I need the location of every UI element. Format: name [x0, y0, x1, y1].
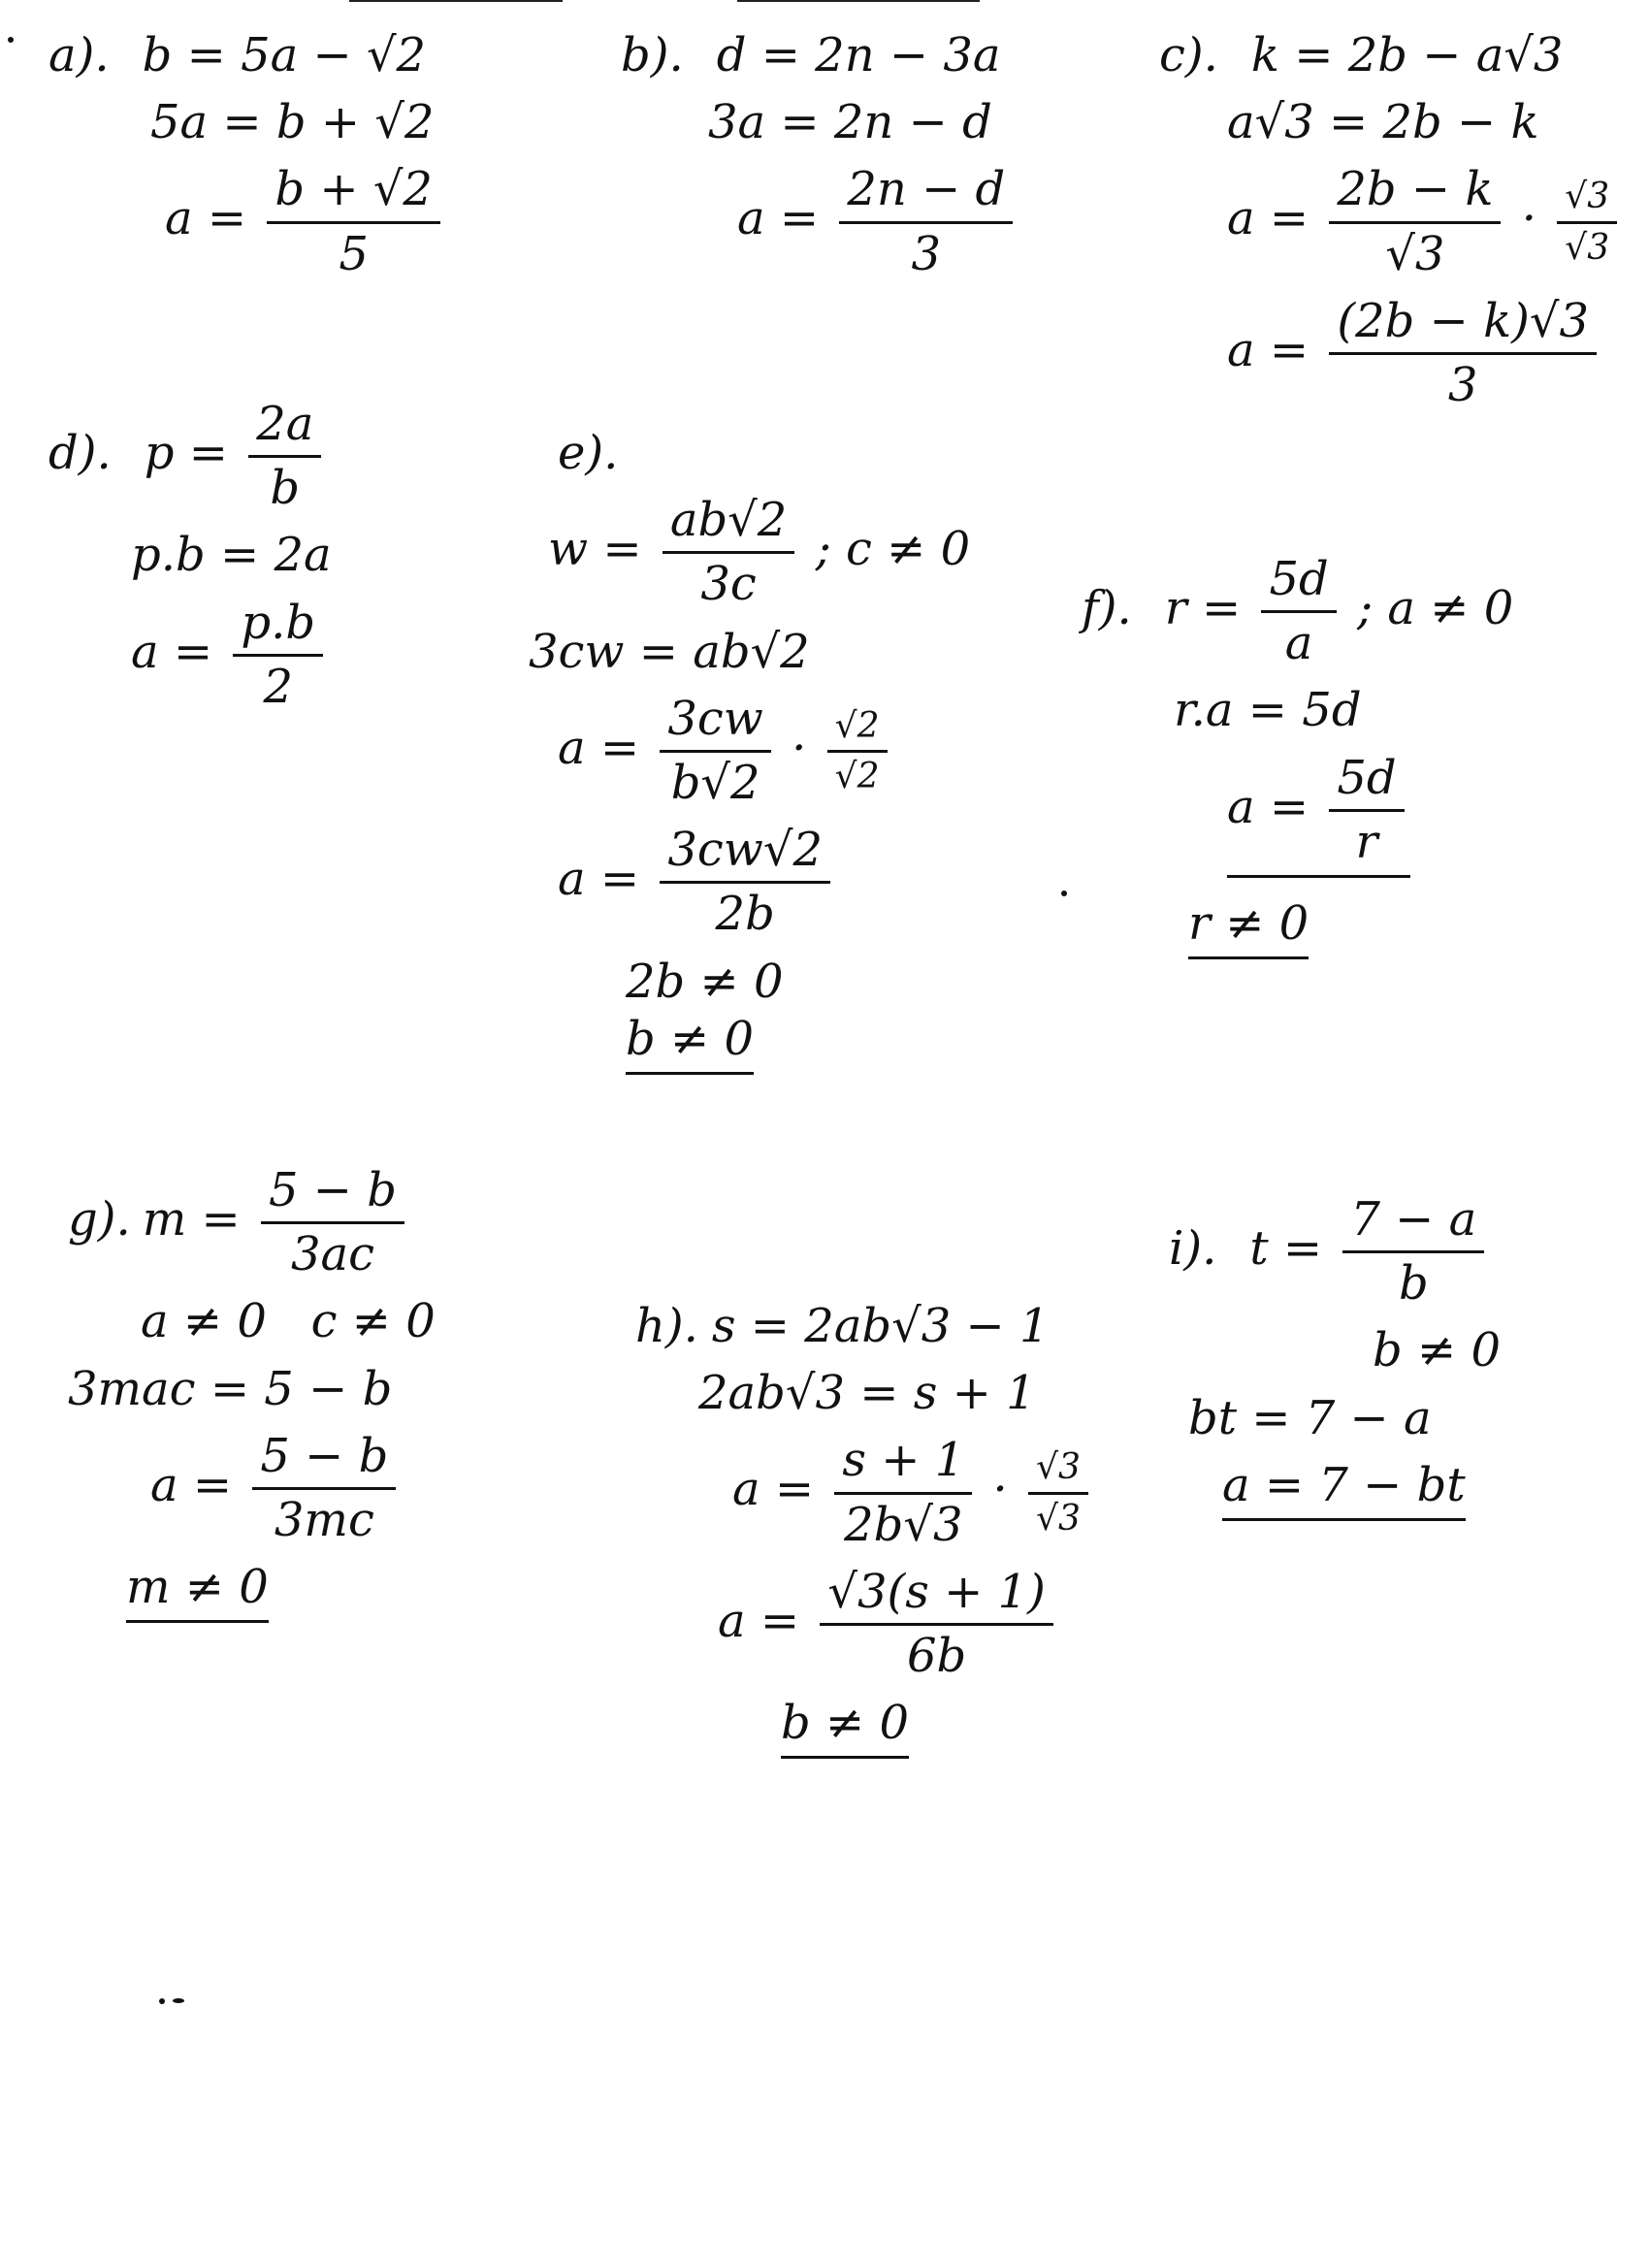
- problem-a-eq3-denominator: 5: [339, 226, 369, 281]
- problem-i-eq1-numerator: 7 − a: [1342, 1193, 1484, 1253]
- problem-e-label: e).: [558, 426, 619, 480]
- problem-h-eq3-rationalizer: [1028, 1447, 1088, 1539]
- problem-g-eq3-fraction: [252, 1430, 396, 1547]
- problem-c-eq4-numerator: (2b − k)√3: [1329, 295, 1597, 355]
- problem-e-eq1-condition: ; c ≠ 0: [815, 522, 971, 577]
- problem-f-cond: [1082, 897, 1513, 959]
- problem-e-eq1-lhs: w =: [548, 522, 642, 577]
- problem-h-eq1-text: s = 2ab√3 − 1: [711, 1299, 1050, 1353]
- problem-i-eq2-text: bt = 7 − a: [1188, 1390, 1432, 1445]
- problem-e-eq3-numerator: 3cw: [660, 693, 771, 753]
- problem-h-eq4-numerator: √3(s + 1): [820, 1566, 1052, 1626]
- problem-i-eq2: [1169, 1392, 1501, 1445]
- problem-h-eq2: [635, 1367, 1094, 1420]
- problem-f-eq3-denominator: r: [1355, 814, 1378, 869]
- problem-e-eq3-rationalizer-numerator: √2: [827, 706, 888, 753]
- problem-e-eq2-text: 3cw = ab√2: [529, 624, 810, 679]
- problem-g-eq1-fraction: [261, 1164, 404, 1281]
- problem-d-eq1-denominator: b: [270, 461, 301, 516]
- problem-g-eq3-lhs: a =: [150, 1457, 233, 1512]
- problem-c-eq3-numerator: 2b − k: [1329, 163, 1501, 223]
- problem-e-eq4-denominator: 2b: [715, 887, 775, 942]
- problem-h-eq3-multiply: ·: [992, 1462, 1008, 1517]
- problem-b-eq2-text: 3a = 2n − d: [708, 95, 992, 150]
- problem-e-eq4-lhs: a =: [558, 852, 640, 907]
- problem-d-label: d).: [48, 426, 112, 481]
- ink-dot: [8, 37, 14, 43]
- problem-e-eq3-lhs: a =: [558, 720, 640, 775]
- problem-f-eq1: [1082, 553, 1513, 670]
- problem-b-eq1-text: d = 2n − 3a: [716, 28, 1001, 82]
- problem-f-eq3-underline: [1227, 752, 1410, 878]
- problem-b-eq3-lhs: a =: [737, 191, 820, 246]
- problem-e-eq1-fraction: [663, 494, 794, 611]
- problem-a-eq1: [48, 29, 446, 82]
- problem-f-label: f).: [1082, 581, 1132, 636]
- problem-h-eq3-denominator: 2b√3: [844, 1497, 963, 1552]
- problem-g-eq2: [68, 1363, 436, 1416]
- problem-f-cond-text: r ≠ 0: [1188, 897, 1309, 959]
- problem-h-eq4-denominator: 6b: [906, 1628, 967, 1683]
- problem-e: [529, 427, 970, 1088]
- problem-g-eq3-numerator: 5 − b: [252, 1430, 396, 1490]
- problem-c-eq4: [1159, 295, 1623, 412]
- problem-h-cond: [635, 1697, 1094, 1759]
- problem-h-eq3-rationalizer-numerator: √3: [1028, 1447, 1088, 1494]
- problem-h-eq3-lhs: a =: [732, 1462, 815, 1517]
- problem-b-eq1: [621, 29, 1018, 82]
- problem-g-eq3-denominator: 3mc: [274, 1492, 374, 1547]
- problem-c-eq3-rationalizer: [1557, 177, 1617, 268]
- problem-d-eq2-text: p.b = 2a: [131, 528, 332, 583]
- problem-d-eq3-lhs: a =: [131, 624, 213, 679]
- problem-h-eq4-lhs: a =: [718, 1593, 800, 1648]
- problem-h-eq1: [635, 1300, 1094, 1353]
- problem-i-eq1-lhs: t =: [1249, 1221, 1323, 1277]
- problem-b: [621, 29, 1018, 295]
- problem-f-eq1-fraction: [1261, 553, 1336, 670]
- problem-f: [1082, 553, 1513, 973]
- problem-i-eq1-denominator: b: [1398, 1256, 1429, 1312]
- ink-dot: [173, 1998, 184, 2003]
- problem-b-eq2: [621, 96, 1018, 149]
- problem-e-eq2: [529, 626, 970, 679]
- problem-c: [1159, 29, 1623, 426]
- problem-h: [635, 1300, 1094, 1772]
- problem-g-eq2-text: 3mac = 5 − b: [68, 1361, 393, 1416]
- problem-f-eq3-fraction: [1329, 752, 1404, 869]
- problem-c-eq2: [1159, 96, 1623, 149]
- problem-d-eq3-numerator: p.b: [233, 597, 323, 657]
- problem-c-eq3-lhs: a =: [1227, 191, 1310, 246]
- problem-g-cond1-text: a ≠ 0 c ≠ 0: [141, 1294, 436, 1349]
- problem-c-label: c).: [1159, 28, 1218, 82]
- problem-i-eq1: [1169, 1193, 1501, 1311]
- problem-g-cond2: [68, 1561, 436, 1623]
- problem-d-eq2: [48, 529, 332, 582]
- problem-c-eq3: [1159, 163, 1623, 280]
- problem-d-eq3-fraction: [233, 597, 323, 714]
- top-rule-line: [349, 0, 563, 2]
- problem-c-eq3-rationalizer-denominator: √3: [1565, 227, 1610, 268]
- problem-h-eq3-numerator: s + 1: [834, 1434, 972, 1494]
- problem-c-eq2-text: a√3 = 2b − k: [1227, 95, 1539, 150]
- problem-g-cond2-text: m ≠ 0: [126, 1561, 269, 1623]
- problem-c-eq4-denominator: 3: [1447, 357, 1478, 412]
- problem-c-eq4-fraction: [1329, 295, 1597, 412]
- problem-i-eq3: [1169, 1459, 1501, 1521]
- problem-a-eq1-text: b = 5a − √2: [142, 28, 427, 82]
- problem-d-eq1-fraction: [248, 398, 321, 515]
- problem-a-eq3: [48, 163, 446, 280]
- problem-e-label-line: [529, 427, 970, 480]
- problem-d-eq1-numerator: 2a: [248, 398, 321, 458]
- problem-a-eq3-fraction: [267, 163, 440, 280]
- problem-h-eq3-rationalizer-denominator: √3: [1036, 1498, 1081, 1539]
- problem-f-eq2-text: r.a = 5d: [1174, 683, 1362, 738]
- problem-e-eq3: [529, 693, 970, 810]
- problem-c-eq3-multiply: ·: [1521, 191, 1536, 246]
- problem-e-eq4-fraction: [660, 824, 830, 941]
- problem-d-eq1: [48, 398, 332, 515]
- problem-e-eq3-rationalizer: [827, 706, 888, 797]
- problem-f-eq1-condition: ; a ≠ 0: [1356, 581, 1514, 636]
- problem-d-eq3: [48, 597, 332, 714]
- problem-h-eq2-text: 2ab√3 = s + 1: [698, 1366, 1036, 1421]
- problem-e-eq1-numerator: ab√2: [663, 494, 794, 554]
- problem-h-eq3-fraction: [834, 1434, 972, 1551]
- problem-g-eq3: [68, 1430, 436, 1547]
- problem-f-eq1-lhs: r =: [1164, 581, 1242, 636]
- problem-c-eq3-rationalizer-numerator: √3: [1557, 177, 1617, 223]
- problem-i-label: i).: [1169, 1221, 1217, 1277]
- problem-e-eq4: [529, 824, 970, 941]
- problem-h-eq3: [635, 1434, 1094, 1551]
- problem-e-eq3-denominator: b√2: [670, 755, 760, 810]
- problem-a-eq2: [48, 96, 446, 149]
- problem-d-eq3-denominator: 2: [263, 659, 293, 714]
- problem-e-cond1: [529, 956, 970, 1009]
- problem-b-label: b).: [621, 28, 684, 82]
- problem-g-eq1: [68, 1164, 436, 1281]
- problem-d-eq1-lhs: p =: [144, 426, 228, 481]
- problem-e-cond1-text: 2b ≠ 0: [626, 954, 784, 1009]
- problem-g-cond1: [68, 1295, 436, 1348]
- ink-dot: [1061, 891, 1067, 896]
- problem-h-label: h).: [635, 1299, 698, 1353]
- problem-a-eq2-text: 5a = b + √2: [150, 95, 435, 150]
- problem-f-eq1-numerator: 5d: [1261, 553, 1336, 613]
- problem-e-eq3-multiply: ·: [792, 720, 807, 775]
- problem-g-eq1-numerator: 5 − b: [261, 1164, 404, 1224]
- problem-f-eq2: [1082, 684, 1513, 737]
- problem-i: [1169, 1193, 1501, 1535]
- problem-b-eq3-fraction: [839, 163, 1013, 280]
- problem-b-eq3-numerator: 2n − d: [839, 163, 1013, 223]
- problem-e-eq1: [529, 494, 970, 611]
- problem-f-eq3-numerator: 5d: [1329, 752, 1404, 812]
- problem-b-eq3: [621, 163, 1018, 280]
- problem-f-eq3-lhs: a =: [1227, 779, 1310, 834]
- problem-i-cond: [1169, 1324, 1501, 1377]
- problem-i-eq1-fraction: [1342, 1193, 1484, 1311]
- problem-e-eq3-rationalizer-denominator: √2: [834, 756, 880, 796]
- problem-e-eq3-fraction: [660, 693, 771, 810]
- problem-h-eq4: [635, 1566, 1094, 1683]
- problem-a: [48, 29, 446, 295]
- problem-c-eq4-lhs: a =: [1227, 322, 1310, 377]
- problem-f-eq1-denominator: a: [1284, 616, 1313, 671]
- top-rule-line: [737, 0, 980, 2]
- problem-g-label: g).: [68, 1192, 131, 1247]
- problem-e-cond2: [529, 1013, 970, 1075]
- problem-e-eq1-denominator: 3c: [700, 557, 757, 612]
- problem-f-eq3: [1082, 752, 1513, 878]
- problem-h-eq4-fraction: [820, 1566, 1052, 1683]
- problem-a-eq3-lhs: a =: [165, 191, 247, 246]
- ink-dot: [159, 1998, 165, 2004]
- problem-e-cond2-text: b ≠ 0: [626, 1013, 754, 1075]
- problem-c-eq1-text: k = 2b − a√3: [1250, 28, 1564, 82]
- problem-e-eq4-numerator: 3cw√2: [660, 824, 830, 884]
- problem-c-eq3-fraction: [1329, 163, 1501, 280]
- problem-a-label: a).: [48, 28, 110, 82]
- problem-c-eq3-denominator: √3: [1385, 226, 1445, 281]
- problem-g: [68, 1164, 436, 1636]
- problem-h-cond-text: b ≠ 0: [781, 1697, 909, 1759]
- problem-g-eq1-lhs: m =: [142, 1192, 241, 1247]
- problem-a-eq3-numerator: b + √2: [267, 163, 440, 223]
- problem-g-eq1-denominator: 3ac: [290, 1227, 374, 1282]
- problem-c-eq1: [1159, 29, 1623, 82]
- problem-i-cond-text: b ≠ 0: [1373, 1323, 1501, 1378]
- problem-i-eq3-text: a = 7 − bt: [1222, 1459, 1466, 1521]
- problem-d: [48, 398, 332, 728]
- problem-b-eq3-denominator: 3: [911, 226, 942, 281]
